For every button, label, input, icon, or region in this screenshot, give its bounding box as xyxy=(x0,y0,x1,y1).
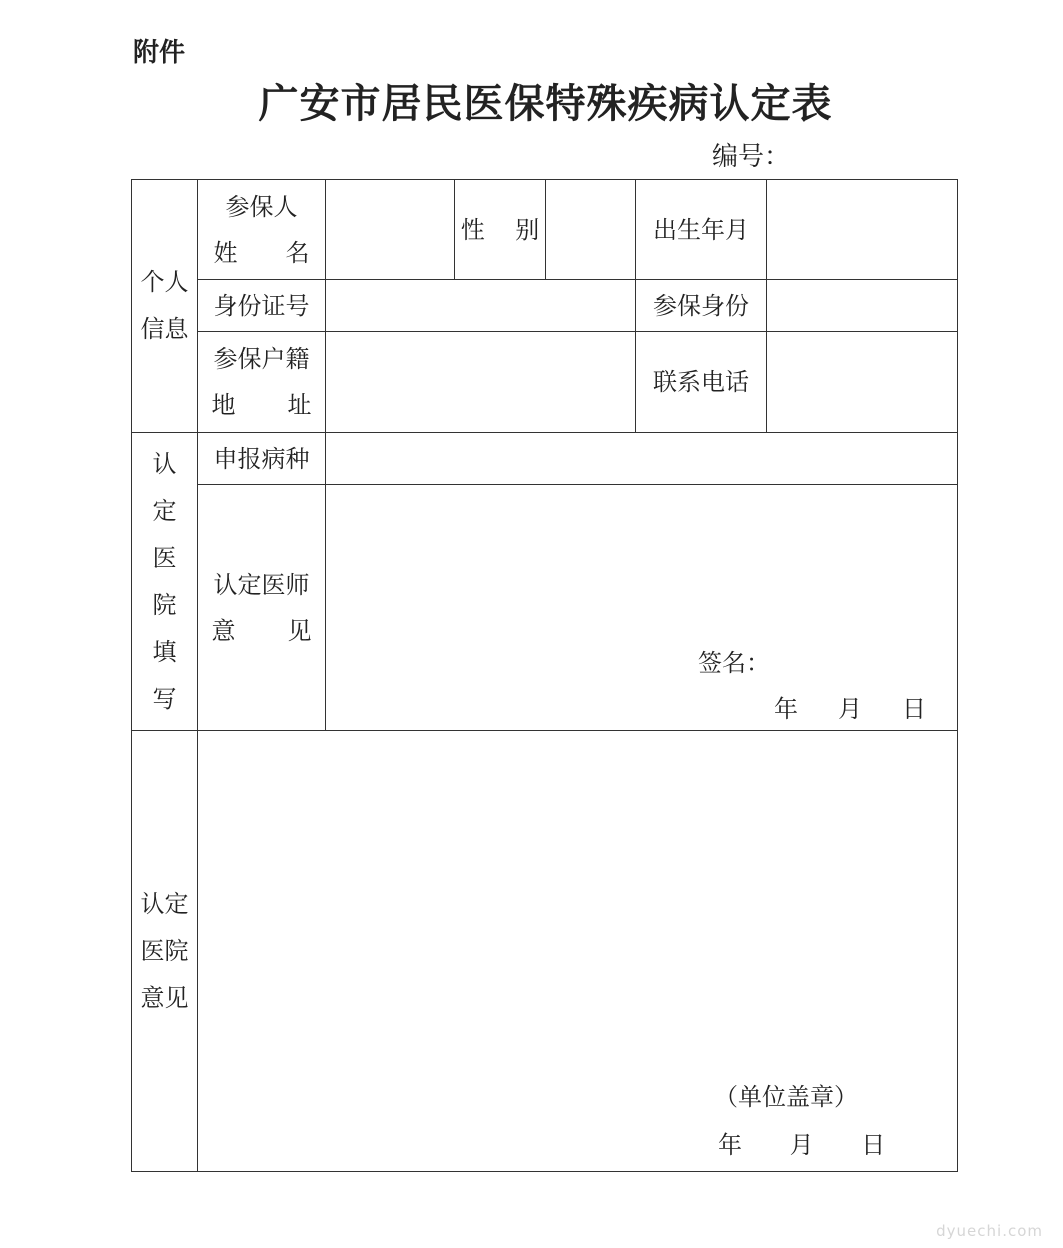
hospital-fill-section xyxy=(132,433,198,731)
doctor-opinion-label-cell xyxy=(198,485,326,731)
doctor-opinion-label-line1: 认定医师 xyxy=(213,570,310,599)
section-label-line: 意见 xyxy=(140,983,189,1012)
section-label-char: 填 xyxy=(152,637,177,666)
name-char: 名 xyxy=(285,238,310,267)
section-label-char: 院 xyxy=(152,590,177,619)
address-label-cell xyxy=(198,332,326,433)
declared-disease-field[interactable] xyxy=(326,433,958,485)
address-char: 址 xyxy=(287,391,312,419)
insured-name-label-line2 xyxy=(214,230,310,276)
address-char: 地 xyxy=(211,391,236,419)
gender-label-char: 别 xyxy=(515,215,540,244)
insured-identity-field[interactable] xyxy=(767,280,958,332)
opinion-char: 见 xyxy=(287,616,312,645)
birth-date-field[interactable] xyxy=(767,180,958,280)
signature-label: 签名： xyxy=(698,649,770,677)
year-label: 年 xyxy=(718,1131,742,1159)
section-label-line: 认定 xyxy=(140,889,189,918)
watermark-text: dyuechi.com xyxy=(936,1222,1043,1240)
address-field[interactable] xyxy=(326,332,636,433)
gender-label-char: 性 xyxy=(460,215,485,244)
serial-number-label: 编号： xyxy=(712,142,791,172)
insured-name-label-line1: 参保人 xyxy=(225,192,298,221)
id-number-field[interactable] xyxy=(326,280,636,332)
declared-disease-label: 申报病种 xyxy=(198,433,326,485)
phone-label: 联系电话 xyxy=(636,332,767,433)
day-label: 日 xyxy=(902,695,926,723)
insured-identity-label: 参保身份 xyxy=(636,280,767,332)
doctor-opinion-label-line2 xyxy=(212,608,312,654)
gender-field[interactable] xyxy=(546,180,636,280)
personal-info-section xyxy=(132,180,198,433)
month-label: 月 xyxy=(789,1131,814,1159)
opinion-char: 意 xyxy=(211,616,236,645)
doctor-date xyxy=(774,689,926,724)
phone-field[interactable] xyxy=(767,332,958,433)
gender-label-cell xyxy=(455,180,546,280)
section-label-line: 信息 xyxy=(140,315,189,343)
id-number-label: 身份证号 xyxy=(198,280,326,332)
hospital-opinion-section xyxy=(132,731,198,1172)
insured-name-label-cell xyxy=(198,180,326,280)
form-title: 广安市居民医保特殊疾病认定表 xyxy=(258,80,833,127)
hospital-date xyxy=(718,1125,885,1160)
unit-seal-label: （单位盖章） xyxy=(714,1083,858,1111)
year-label: 年 xyxy=(774,695,798,723)
form-table xyxy=(131,179,958,1172)
section-label-char: 医 xyxy=(152,543,177,572)
section-label-char: 定 xyxy=(152,496,177,525)
insured-name-field[interactable] xyxy=(326,180,455,280)
name-char: 姓 xyxy=(213,238,238,267)
section-label-char: 写 xyxy=(152,684,177,713)
section-label-char: 认 xyxy=(152,449,177,478)
address-label-line1: 参保户籍 xyxy=(213,345,310,373)
section-label-line: 医院 xyxy=(140,936,189,965)
section-label-line: 个人 xyxy=(140,268,189,296)
attachment-label: 附件 xyxy=(133,38,186,68)
address-label-line2 xyxy=(212,382,312,428)
month-label: 月 xyxy=(838,695,862,723)
birth-date-label: 出生年月 xyxy=(636,180,767,280)
hospital-opinion-field[interactable] xyxy=(198,731,958,1172)
day-label: 日 xyxy=(861,1131,886,1159)
doctor-opinion-field[interactable] xyxy=(326,485,958,731)
